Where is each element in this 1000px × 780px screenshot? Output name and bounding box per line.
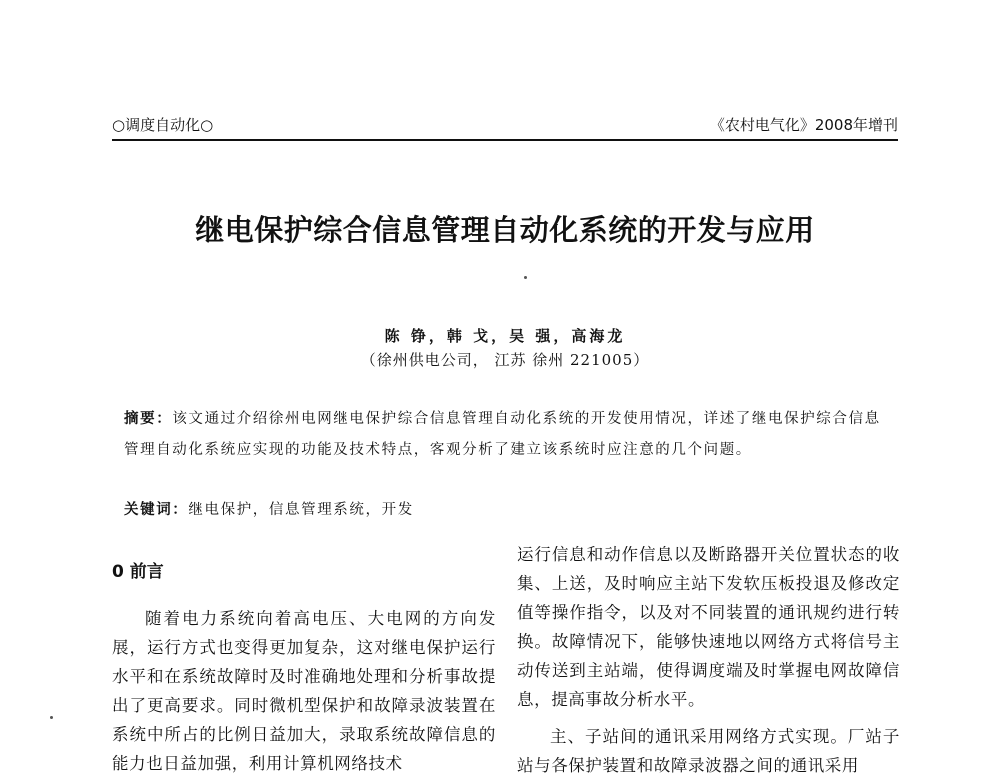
scan-speck — [50, 716, 53, 719]
keywords-text: 继电保护，信息管理系统，开发 — [188, 502, 414, 518]
header-rule — [112, 139, 898, 141]
author-list: 陈 铮，韩 戈，吴 强，高海龙 — [384, 327, 626, 345]
section-tag: ○调度自动化○ — [112, 116, 214, 134]
body-paragraph: 随着电力系统向着高电压、大电网的方向发展，运行方式也变得更加复杂，这对继电保护运行水平和在系统故障时及时准确地处理和分析事故提出了更高要求。同时微机型保护和故障录波装置在系统中所占的比例日益加大，录取系统故障信息的能力也日益加强，利用计算机网络技术 — [112, 609, 496, 773]
author-affiliation: （徐州供电公司， 江苏 徐州 221005） — [360, 351, 650, 369]
body-paragraph: 运行信息和动作信息以及断路器开关位置状态的收集、上送，及时响应主站下发软压板投退及修改定值等操作指令，以及对不同装置的通讯规约进行转换。故障情况下，能够快速地以网络方式将信号主动传送到主站端，使得调度端及时掌握电网故障信息，提高事故分析水平。 — [517, 545, 900, 709]
keywords — [124, 496, 888, 524]
journal-name: 《农村电气化》2008年增刊 — [709, 116, 898, 134]
abstract — [124, 404, 888, 466]
paper-title: 继电保护综合信息管理自动化系统的开发与应用 — [195, 213, 815, 247]
running-head — [112, 113, 898, 137]
left-column — [112, 558, 496, 778]
scan-speck — [524, 276, 527, 279]
body-paragraph: 主、子站间的通讯采用网络方式实现。厂站子站与各保护装置和故障录波器之间的通讯采用 — [517, 727, 900, 775]
abstract-text: 该文通过介绍徐州电网继电保护综合信息管理自动化系统的开发使用情况，详述了继电保护综合信息管理自动化系统应实现的功能及技术特点，客观分析了建立该系统时应注意的几个问题。 — [124, 411, 881, 458]
keywords-label: 关键词： — [124, 502, 189, 518]
section-heading: 0 前言 — [112, 562, 164, 582]
abstract-label: 摘要： — [124, 411, 173, 427]
right-column — [517, 540, 900, 780]
